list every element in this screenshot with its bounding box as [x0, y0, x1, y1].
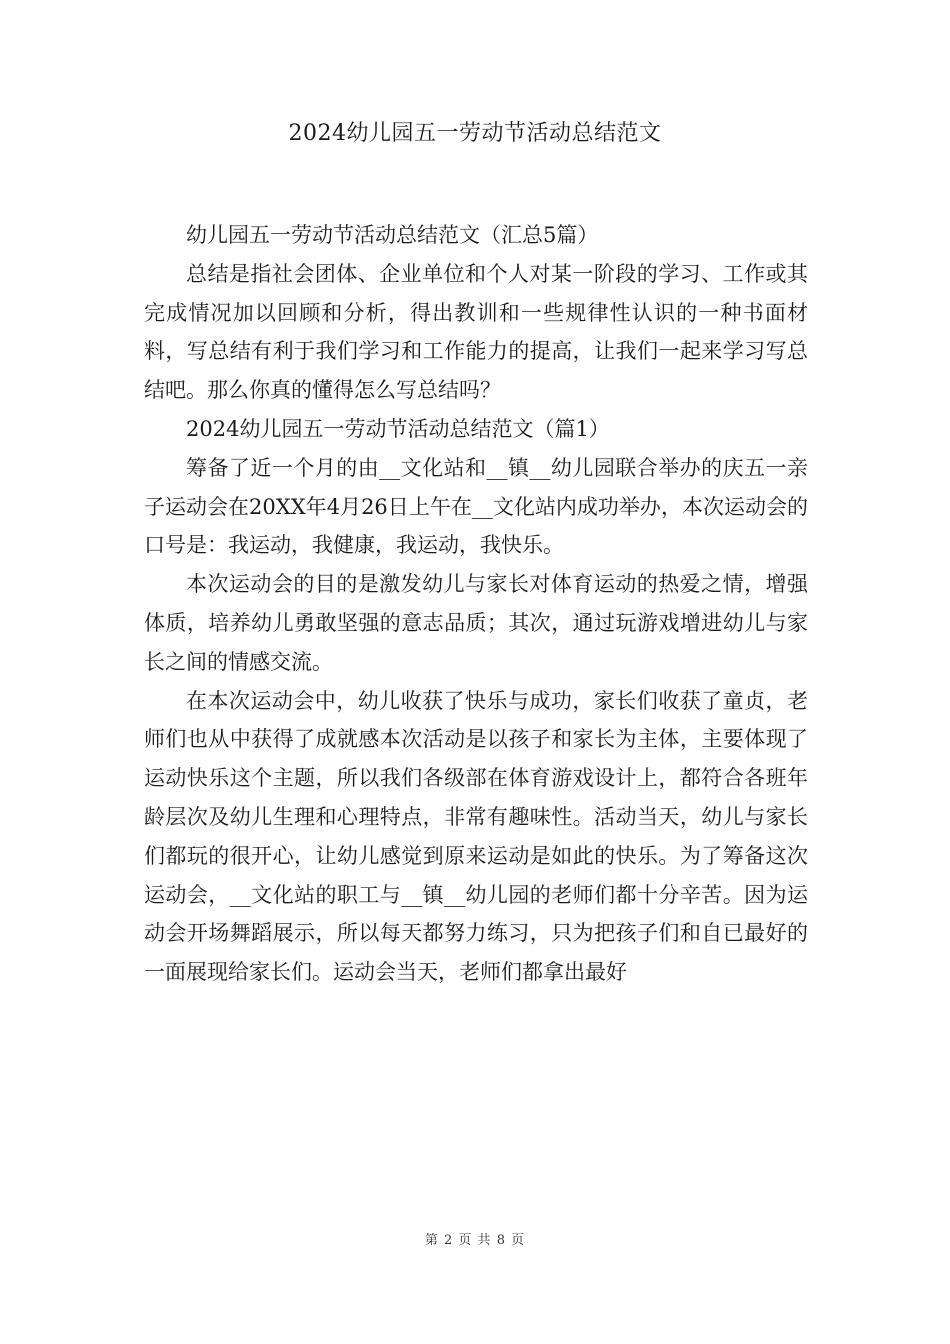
- paragraph-intro: 总结是指社会团体、企业单位和个人对某一阶段的学习、工作或其完成情况加以回顾和分析，得出教训和一些规律性认识的一种书面材料，写总结有利于我们学习和工作能力的提高，让我们一起来学习写总结吧。那么你真的懂得怎么写总结吗？: [144, 261, 808, 403]
- document-title: 2024幼儿园五一劳动节活动总结范文: [288, 121, 662, 146]
- paragraph-body: 筹备了近一个月的由__文化站和__镇__幼儿园联合举办的庆五一亲子运动会在20XX年4月26日上午在__文化站内成功举办，本次运动会的口号是：我运动，我健康，我运动，我快乐。: [144, 455, 808, 558]
- paragraph-body: 在本次运动会中，幼儿收获了快乐与成功，家长们收获了童贞，老师们也从中获得了成就感本次活动是以孩子和家长为主体，主要体现了运动快乐这个主题，所以我们各级部在体育游戏设计上，都符合各班年龄层次及幼儿生理和心理特点，非常有趣味性。活动当天，幼儿与家长们都玩的很开心，让幼儿感觉到原来运动是如此的快乐。为了筹备这次运动会，__文化站的职工与__镇__幼儿园的老师们都十分辛苦。因为运动会开场舞蹈展示，所以每天都努力练习，只为把孩子们和自已最好的一面展现给家长们。运动会当天，老师们都拿出最好: [144, 688, 808, 985]
- document-body: [144, 216, 808, 992]
- page-number-footer: 第 2 页 共 8 页: [424, 1233, 526, 1248]
- paragraph-subtitle: 幼儿园五一劳动节活动总结范文（汇总5篇）: [186, 223, 599, 247]
- paragraph-body: 本次运动会的目的是激发幼儿与家长对体育运动的热爱之情，增强体质，培养幼儿勇敢坚强的意志品质；其次，通过玩游戏增进幼儿与家长之间的情感交流。: [144, 572, 808, 674]
- paragraph-section-heading: 2024幼儿园五一劳动节活动总结范文（篇1）: [186, 416, 610, 441]
